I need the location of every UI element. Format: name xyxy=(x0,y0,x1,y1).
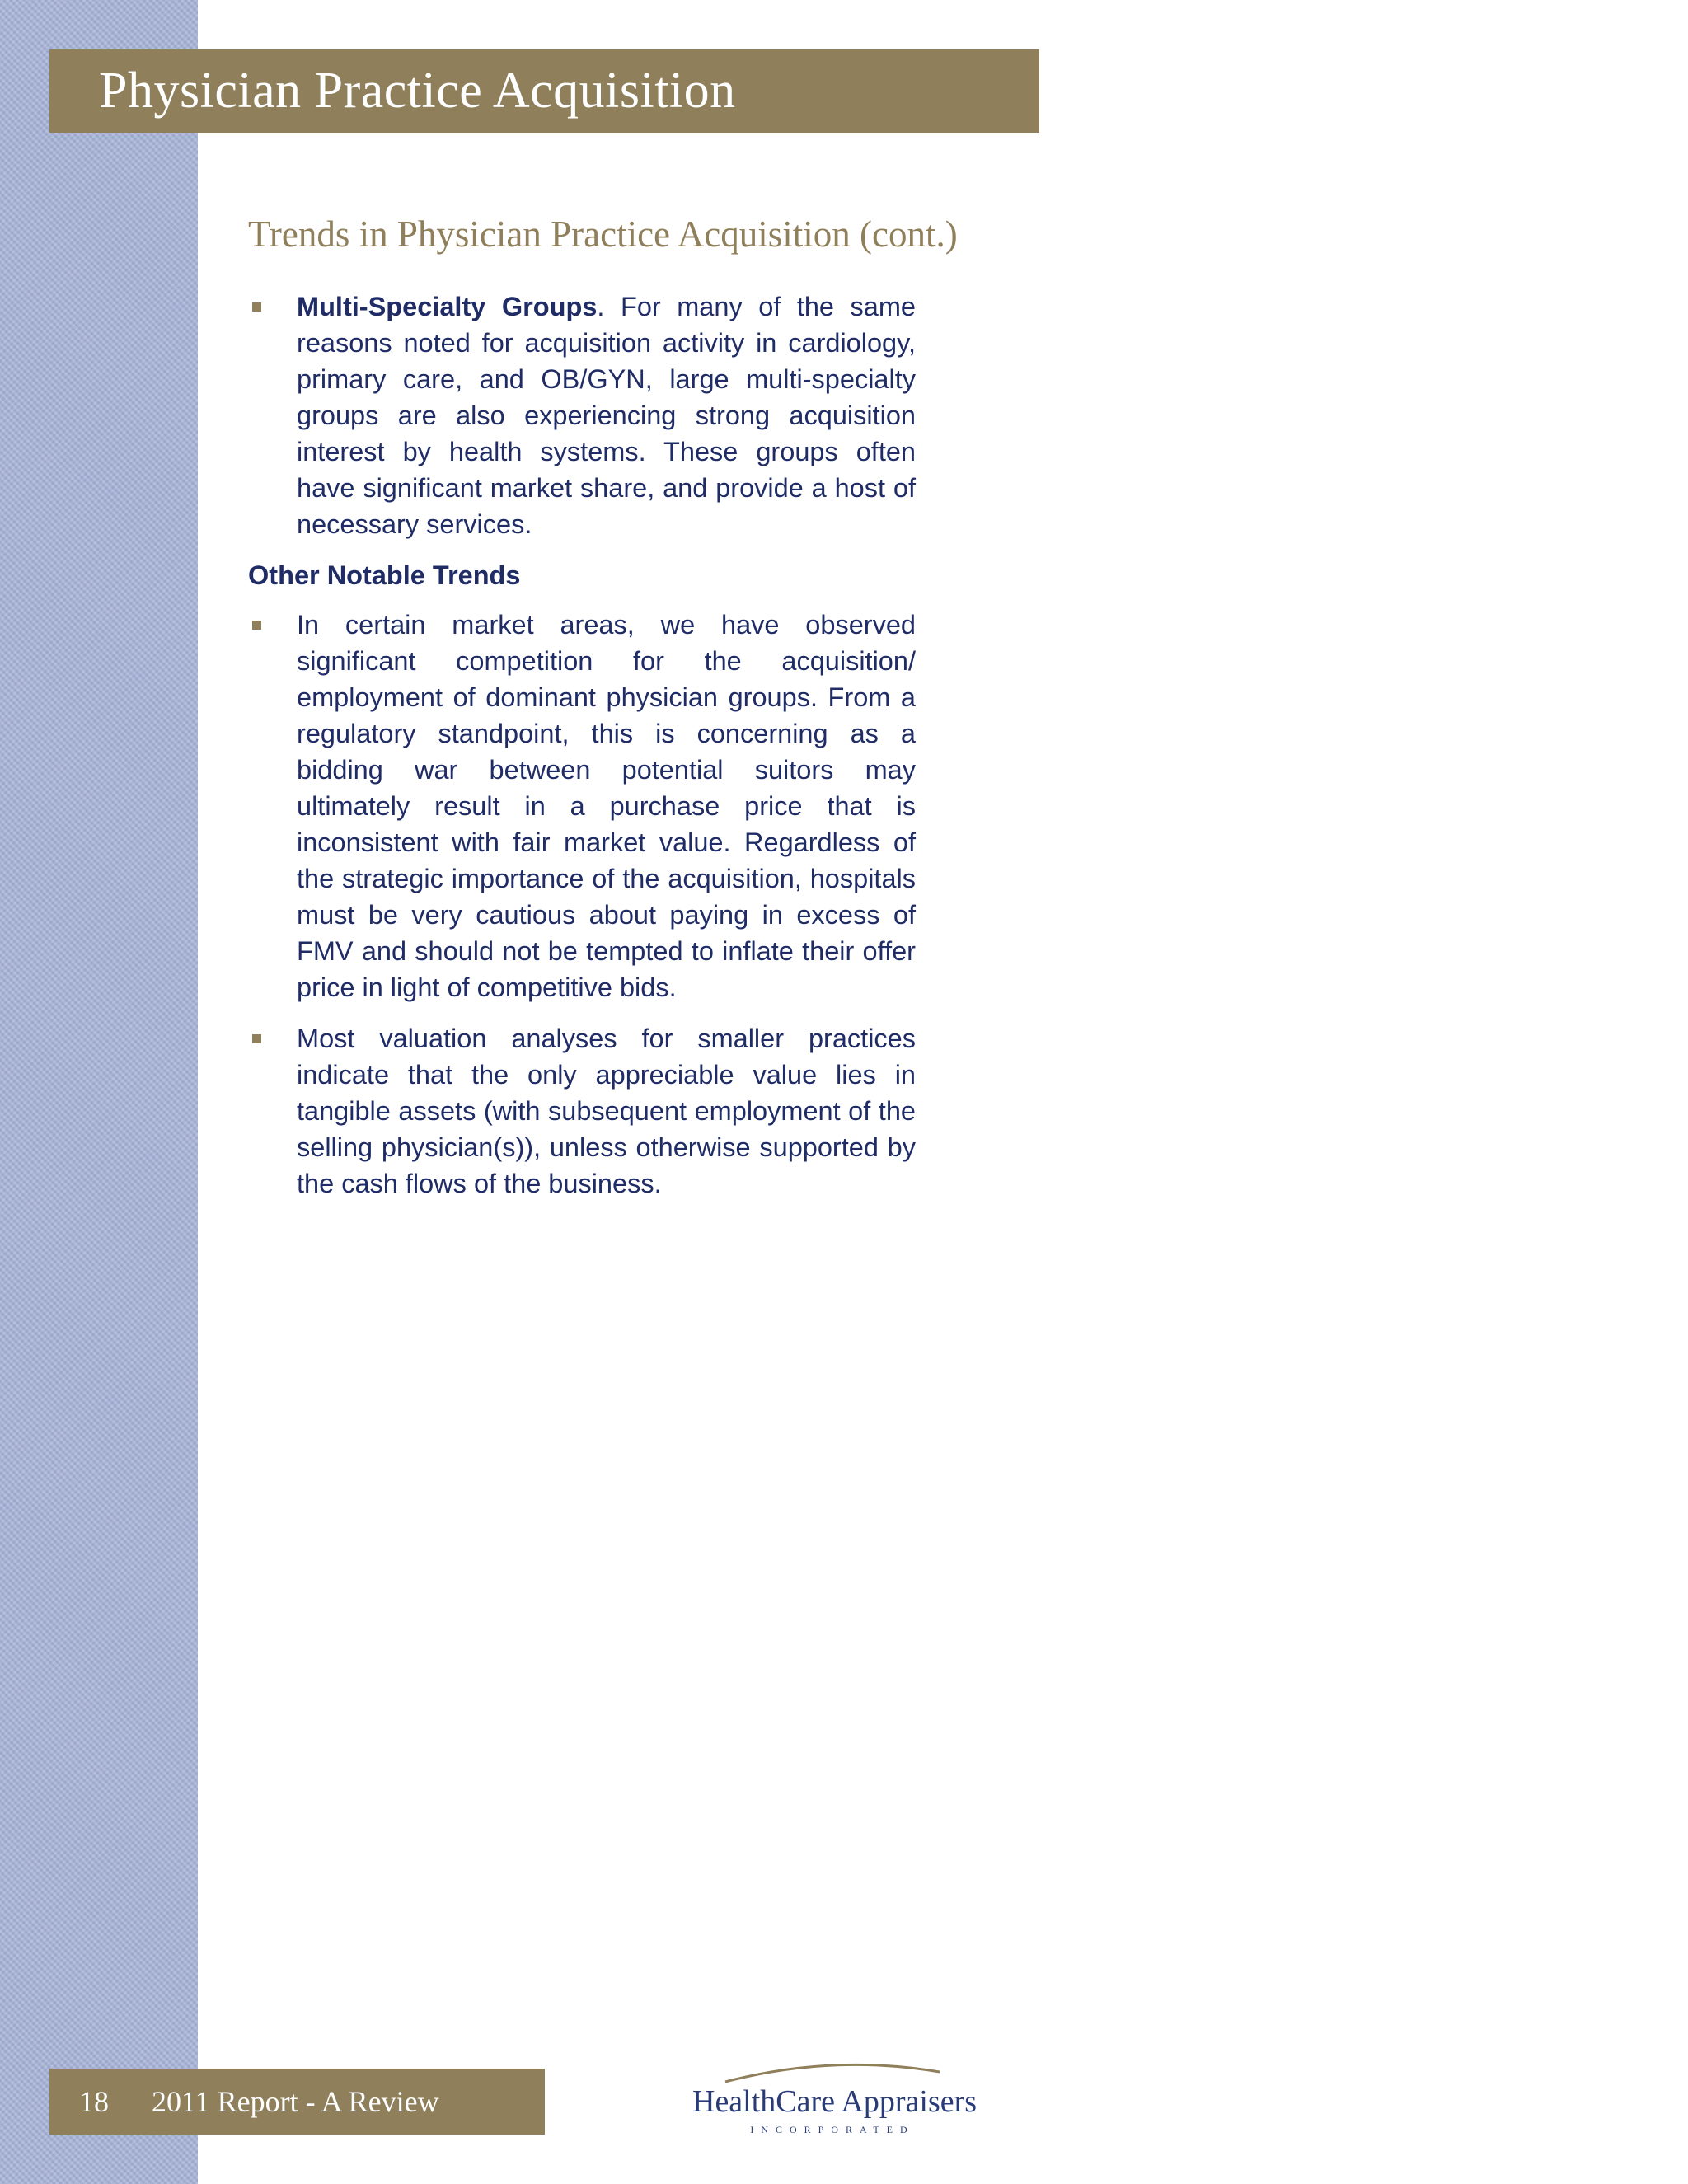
page-number: 18 xyxy=(79,2085,109,2118)
side-band-decoration xyxy=(0,0,198,2184)
bullet-text: Most valuation analyses for smaller practices indicate that the only appreciable value lies in tangible assets (with subsequent employment of the selling physician(s)), unless otherwise supported by the cash flows of the business. xyxy=(297,1024,916,1198)
footer-bar xyxy=(49,2069,545,2135)
footer-report-title: 2011 Report - A Review xyxy=(152,2085,439,2118)
page-title: Physician Practice Acquisition xyxy=(99,63,736,119)
subheading-other-trends: Other Notable Trends xyxy=(248,560,521,590)
header-bar xyxy=(49,49,1039,133)
bullet-multi-specialty xyxy=(248,288,916,542)
company-logo xyxy=(684,2060,981,2143)
bullet-competition xyxy=(248,607,916,1005)
bullet-text: . For many of the same reasons noted for acquisition activity in cardiology, primary care, and OB/GYN, large multi-specialty groups are also experiencing strong acquisition interest by health systems. These groups often have significant market share, and provide a host of necessary services. xyxy=(297,292,916,539)
section-title: Trends in Physician Practice Acquisition (cont.) xyxy=(248,213,958,255)
logo-arc-icon xyxy=(717,2060,948,2085)
main-content xyxy=(248,288,916,1216)
bullet-valuation xyxy=(248,1020,916,1202)
square-bullet-icon xyxy=(252,621,261,630)
bullet-text: In certain market areas, we have observed significant competition for the acquisition/ employment of dominant physician groups. From a regulatory standpoint, this is concerning as a bidding war between potential suitors may ultimately result in a purchase price that is inconsistent with fair market value. Regardless of the strategic importance of the acquisition, hospitals must be very cautious about paying in excess of FMV and should not be tempted to inflate their offer price in light of competitive bids. xyxy=(297,610,916,1002)
logo-subtitle: INCORPORATED xyxy=(750,2124,915,2135)
logo-name: HealthCare Appraisers xyxy=(692,2084,978,2119)
square-bullet-icon xyxy=(252,1034,261,1043)
square-bullet-icon xyxy=(252,302,261,312)
bullet-lead: Multi-Specialty Groups xyxy=(297,292,598,321)
